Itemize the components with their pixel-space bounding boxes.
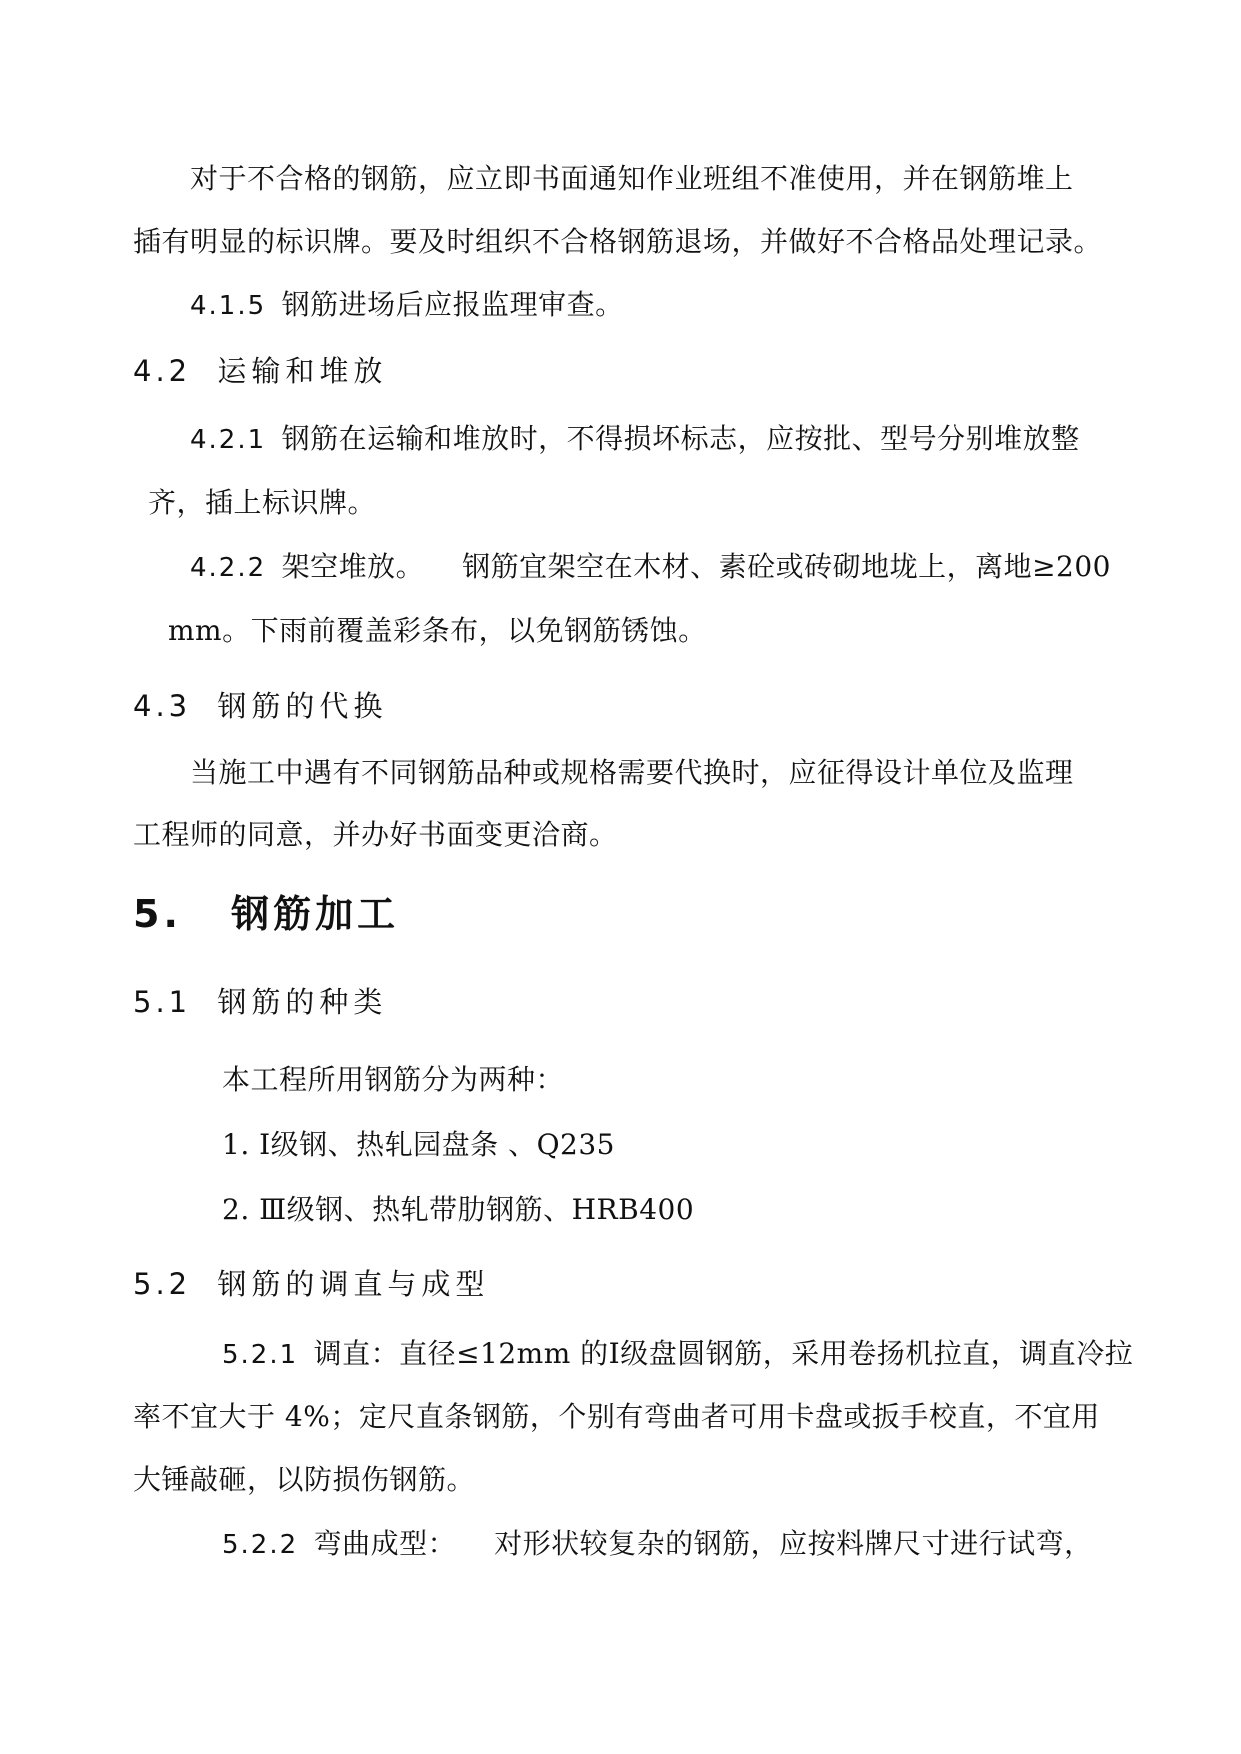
section-number: 5.1 [133,985,192,1019]
section-heading-5-1 [133,985,387,1019]
clause-5-2-1 [222,1337,1133,1372]
section-heading-4-2 [133,354,387,388]
section-title: 钢筋的代换 [217,689,388,723]
section-number: 5.2 [133,1267,192,1301]
paragraph-line: 插有明显的标识牌。要及时组织不合格钢筋退场，并做好不合格品处理记录。 [133,225,1103,258]
chapter-title: 钢筋加工 [231,892,400,936]
clause-5-2-2 [222,1527,1093,1562]
paragraph-line: 大锤敲砸，以防损伤钢筋。 [133,1463,476,1496]
section-number: 4.3 [133,689,192,723]
clause-4-2-2 [190,550,1111,585]
clause-label: 弯曲成型： [313,1527,457,1560]
paragraph-line: 工程师的同意，并办好书面变更洽商。 [133,818,618,851]
list-item: 1. Ⅰ级钢、热轧园盘条 、Q235 [222,1128,615,1161]
section-title: 钢筋的调直与成型 [217,1267,490,1301]
section-heading-4-3 [133,689,387,723]
section-title: 钢筋的种类 [217,985,388,1019]
section-heading-5-2 [133,1267,489,1301]
clause-4-2-1 [190,422,1080,457]
paragraph-line: 率不宜大于 4%；定尺直条钢筋，个别有弯曲者可用卡盘或扳手校直，不宜用 [133,1400,1100,1433]
section-number: 4.2 [133,354,192,388]
chapter-number: 5. [133,892,182,936]
clause-label: 架空堆放。 [281,550,425,583]
clause-number: 5.2.2 [222,1530,299,1560]
paragraph-line: 齐，插上标识牌。 [148,486,377,519]
paragraph-line: mm。下雨前覆盖彩条布，以免钢筋锈蚀。 [168,614,707,647]
clause-text: 钢筋进场后应报监理审查。 [281,288,624,321]
clause-number: 4.2.2 [190,553,267,583]
section-title: 运输和堆放 [217,354,388,388]
clause-text: 调直：直径≤12mm 的Ⅰ级盘圆钢筋，采用卷扬机拉直，调直冷拉 [313,1337,1134,1370]
clause-text: 对形状较复杂的钢筋，应按料牌尺寸进行试弯， [494,1527,1093,1560]
clause-number: 5.2.1 [222,1340,299,1370]
clause-text: 钢筋在运输和堆放时，不得损坏标志，应按批、型号分别堆放整 [281,422,1080,455]
paragraph-line: 对于不合格的钢筋，应立即书面通知作业班组不准使用，并在钢筋堆上 [190,162,1074,195]
clause-4-1-5 [190,288,624,323]
paragraph-line: 当施工中遇有不同钢筋品种或规格需要代换时，应征得设计单位及监理 [190,756,1074,789]
chapter-heading-5 [133,892,399,936]
clause-text: 钢筋宜架空在木材、素砼或砖砌地垅上，离地≥200 [462,550,1111,583]
clause-number: 4.2.1 [190,425,267,455]
clause-number: 4.1.5 [190,291,267,321]
list-item: 2. Ⅲ级钢、热轧带肋钢筋、HRB400 [222,1193,695,1226]
paragraph-line: 本工程所用钢筋分为两种： [222,1063,565,1096]
